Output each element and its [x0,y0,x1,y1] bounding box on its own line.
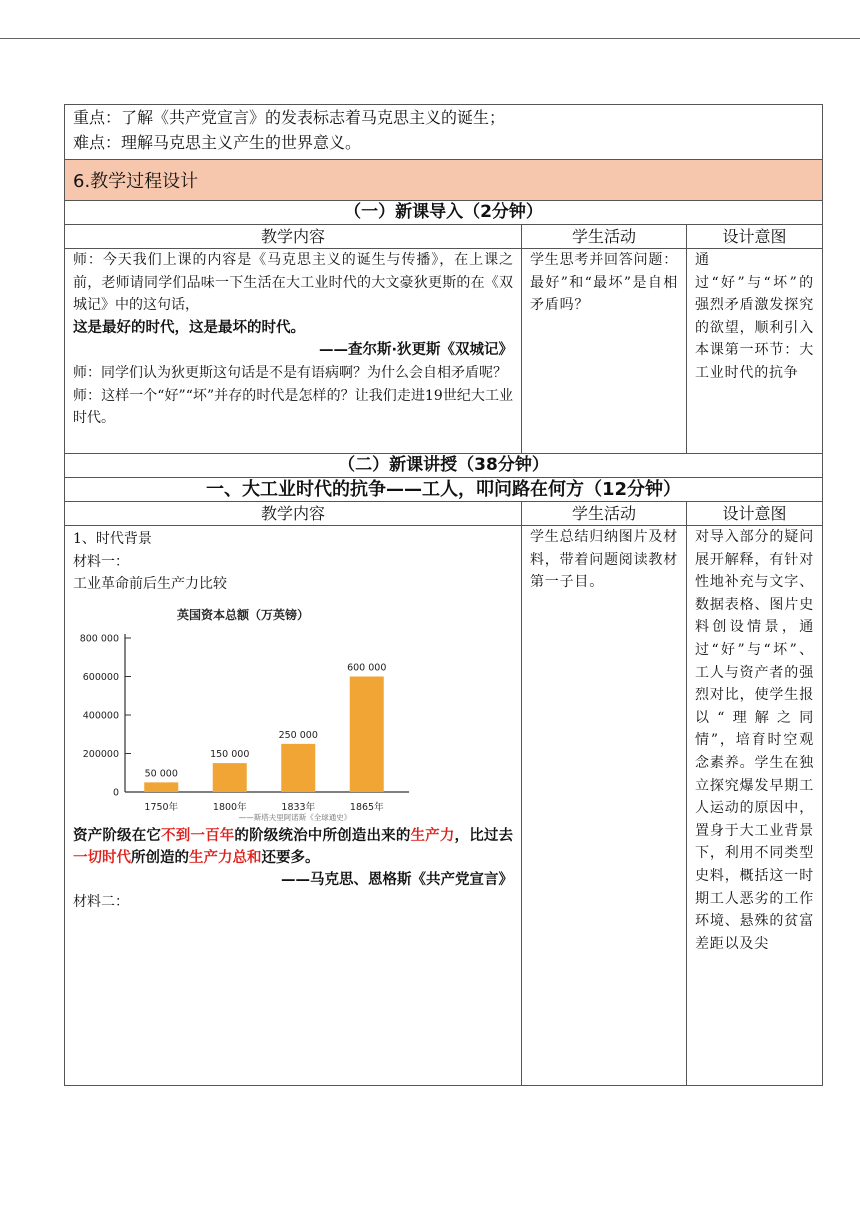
x-tick-label: 1800年 [212,801,247,813]
part2-header-row [65,502,823,526]
material-one-label: 材料一： [73,553,129,570]
part2-title: （二）新课讲授（38分钟） [65,454,823,478]
col-header-content: 教学内容 [65,225,522,249]
chart-source: ——斯塔夫里阿诺斯《全球通史》 [238,812,352,822]
highlight-century: 不到一百年 [161,827,235,844]
y-tick-label: 600000 [82,671,119,683]
bar-value-label: 50 000 [144,768,178,780]
part1-activity-cell: 学生思考并回答问题：最好”和“最坏”是自相矛盾吗？ [522,249,687,454]
highlight-total: 生产力总和 [189,849,262,866]
part1-body-row [65,249,823,454]
bar-value-label: 250 000 [278,729,318,741]
lesson-plan-table [64,104,823,1086]
part1-intent-cell: 通过“好”与“坏”的强烈矛盾激发探究的欲望，顺利引入本课第一环节：大工业时代的抗争 [687,249,823,454]
part1-content-cell [65,249,522,454]
x-tick-label: 1750年 [144,801,179,813]
part2-intent-cell: 对导入部分的疑问展开解释，有针对性地补充与文字、数据表格、图片史料创设情景，通过“好”与“坏”、工人与资产者的强烈对比，使学生报以“理解之同情”，培育时空观念素养。学生在独立探究爆发早期工人运动的原因中，置身于大工业背景下，利用不同类型史料，概括这一时期工人恶劣的工作环境、悬殊的贫富差距以及尖 [687,526,823,1086]
manifesto-source: ——马克思、恩格斯《共产党宣言》 [281,871,513,888]
x-tick-label: 1833年 [281,801,316,813]
col-header-content-2: 教学内容 [65,502,522,526]
part2-body-row [65,526,823,1086]
dickens-quote: 这是最好的时代，这是最坏的时代。 [73,319,305,336]
bar [144,782,178,792]
y-tick-label: 800 000 [79,633,119,645]
col-header-intent-2: 设计意图 [687,502,823,526]
bar-value-label: 600 000 [347,662,387,674]
highlight-all-eras: 一切时代 [73,849,131,866]
teacher-intro: 师：今天我们上课的内容是《马克思主义的诞生与传播》，在上课之前，老师请同学们品味一下生活在大工业时代的大文豪狄更斯的在《双城记》中的这句话， [73,252,513,314]
teacher-question: 师：同学们认为狄更斯这句话是不是有语病啊？为什么会自相矛盾呢？ [73,364,507,381]
material-two-label: 材料二： [73,893,129,910]
x-tick-label: 1865年 [349,801,384,813]
part2-activity-cell: 学生总结归纳图片及材料，带着问题阅读教材第一子目。 [522,526,687,1086]
y-tick-label: 0 [112,787,119,799]
dickens-source: ——查尔斯·狄更斯《双城记》 [318,342,513,359]
y-tick-label: 400000 [82,710,119,722]
col-header-activity-2: 学生活动 [522,502,687,526]
capital-bar-chart [73,598,413,823]
bar [350,676,384,792]
col-header-activity: 学生活动 [522,225,687,249]
part2-content-cell [65,526,522,1086]
part2-subtitle: 一、大工业时代的抗争——工人，叩问路在何方（12分钟） [65,478,823,502]
y-tick-label: 200000 [82,748,119,760]
focus-row [65,105,823,160]
section-title: 6.教学过程设计 [65,160,823,201]
difficult-point: 难点：理解马克思主义产生的世界意义。 [73,133,362,152]
teacher-transition: 师：这样一个“好”“坏”并存的时代是怎样的？让我们走进19世纪大工业时代。 [73,387,513,427]
key-point: 重点：了解《共产党宣言》的发表标志着马克思主义的诞生； [73,108,506,127]
part1-header-row [65,225,823,249]
part1-title: （一）新课导入（2分钟） [65,201,823,225]
col-header-intent: 设计意图 [687,225,823,249]
chart-title: 英国资本总额（万英镑） [176,607,310,622]
bar-value-label: 150 000 [210,748,250,760]
header-rule [0,38,860,39]
bar [213,763,247,792]
bar [281,744,315,792]
highlight-productivity: 生产力 [410,827,455,844]
manifesto-quote: 资产阶级在它不到一百年的阶级统治中所创造出来的生产力，比过去一切时代所创造的生产力总和还要多。 [73,827,514,866]
era-background-heading: 1、时代背景 [73,531,152,547]
productivity-caption: 工业革命前后生产力比较 [73,576,227,593]
